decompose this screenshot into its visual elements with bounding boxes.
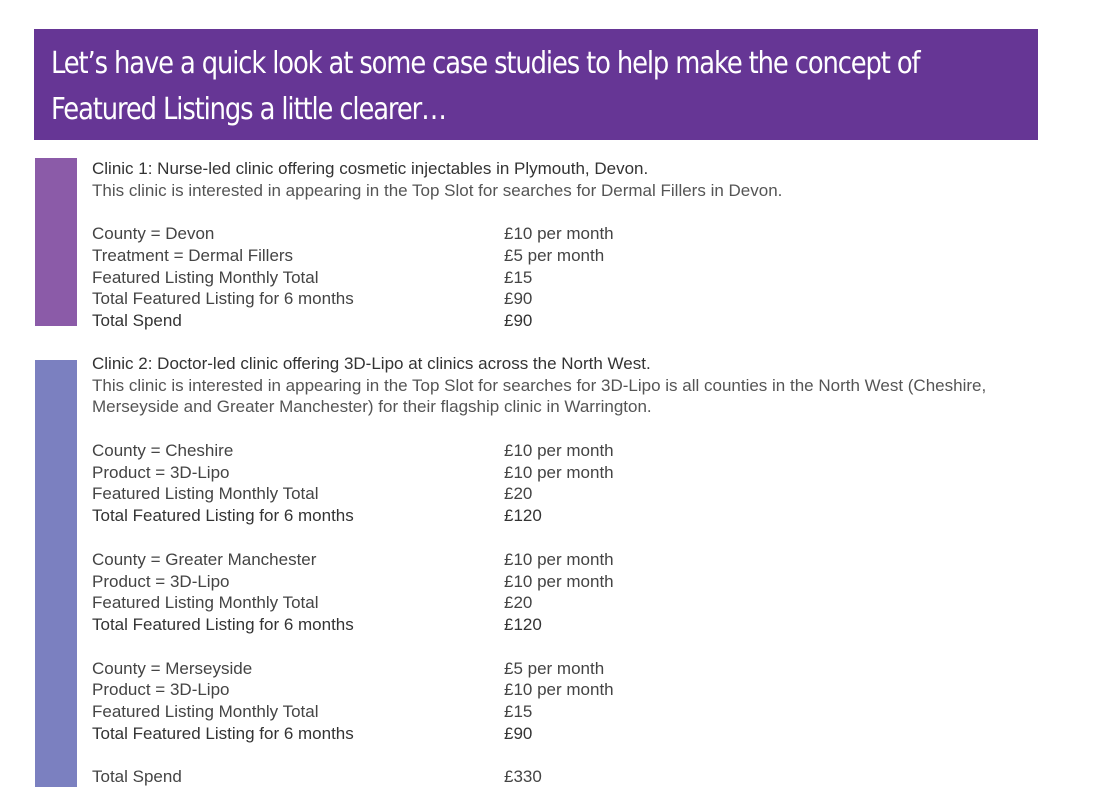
six-month-total-row [92,614,1052,636]
total-spend-value: £330 [504,767,542,787]
cost-value: £90 [504,289,533,309]
cost-label: Treatment = Dermal Fillers [92,246,294,266]
clinic-1-case-study [92,158,1052,332]
cost-value: £5 per month [504,246,605,266]
cost-value: £10 per month [504,441,614,461]
cost-value: £5 per month [504,658,605,678]
total-spend-row [92,310,1052,332]
county-cost-group [92,440,1052,527]
cost-label: Total Featured Listing for 6 months [92,506,354,526]
spacer [92,744,1052,766]
total-spend-value: £90 [504,311,533,331]
cost-row [92,223,1052,245]
cost-value: £120 [504,506,542,526]
cost-label: County = Greater Manchester [92,549,317,569]
clinic-2-description: This clinic is interested in appearing in the Top Slot for searches for 3D-Lipo is all counties in the North West (Cheshire, Merseyside and Greater Manchester) for their flagship clinic in Warrington. [92,375,987,417]
clinic-1-description: This clinic is interested in appearing in the Top Slot for searches for Dermal Fillers in Devon. [92,180,783,200]
clinic-1-title: Clinic 1: Nurse-led clinic offering cosmetic injectables in Plymouth, Devon. [92,159,649,178]
cost-label: County = Merseyside [92,658,253,678]
cost-value: £10 per month [504,680,614,700]
heading-banner [34,29,1038,140]
clinic-1-accent-bar [35,158,77,326]
cost-row [92,592,1052,614]
cost-label: Total Featured Listing for 6 months [92,723,354,743]
cost-label: Featured Listing Monthly Total [92,484,319,504]
cost-value: £20 [504,484,533,504]
page-heading: Let’s have a quick look at some case studies to help make the concept of Featured Listings a little clearer… [51,46,920,127]
county-cost-group [92,549,1052,636]
cost-label: Product = 3D-Lipo [92,680,230,700]
six-month-total-row [92,723,1052,745]
cost-row [92,701,1052,723]
total-spend-row [92,766,1052,788]
cost-row [92,483,1052,505]
cost-value: £120 [504,614,542,634]
cost-label: Product = 3D-Lipo [92,571,230,591]
cost-value: £90 [504,723,533,743]
clinic-2-title: Clinic 2: Doctor-led clinic offering 3D-Lipo at clinics across the North West. [92,354,651,373]
cost-label: Featured Listing Monthly Total [92,267,319,287]
cost-value: £10 per month [504,462,614,482]
spacer [92,201,1052,223]
cost-value: £15 [504,267,533,287]
cost-value: £10 per month [504,549,614,569]
six-month-total-row [92,505,1052,527]
cost-row [92,267,1052,289]
cost-row [92,679,1052,701]
total-spend-label: Total Spend [92,767,182,787]
cost-row [92,462,1052,484]
cost-value: £10 per month [504,224,614,244]
cost-label: Total Featured Listing for 6 months [92,614,354,634]
spacer [92,418,1052,440]
cost-label: Featured Listing Monthly Total [92,593,319,613]
county-cost-group [92,658,1052,745]
cost-row [92,658,1052,680]
cost-row [92,288,1052,310]
cost-label: Featured Listing Monthly Total [92,701,319,721]
clinic-2-accent-bar [35,360,77,787]
cost-row [92,245,1052,267]
cost-value: £15 [504,701,533,721]
cost-value: £20 [504,593,533,613]
clinic-2-case-study [92,353,1052,788]
cost-label: County = Cheshire [92,441,234,461]
spacer [92,636,1052,658]
cost-row [92,571,1052,593]
total-spend-label: Total Spend [92,311,182,331]
cost-value: £10 per month [504,571,614,591]
cost-label: County = Devon [92,224,215,244]
spacer [92,527,1052,549]
cost-label: Total Featured Listing for 6 months [92,289,354,309]
cost-row [92,440,1052,462]
cost-label: Product = 3D-Lipo [92,462,230,482]
cost-row [92,549,1052,571]
